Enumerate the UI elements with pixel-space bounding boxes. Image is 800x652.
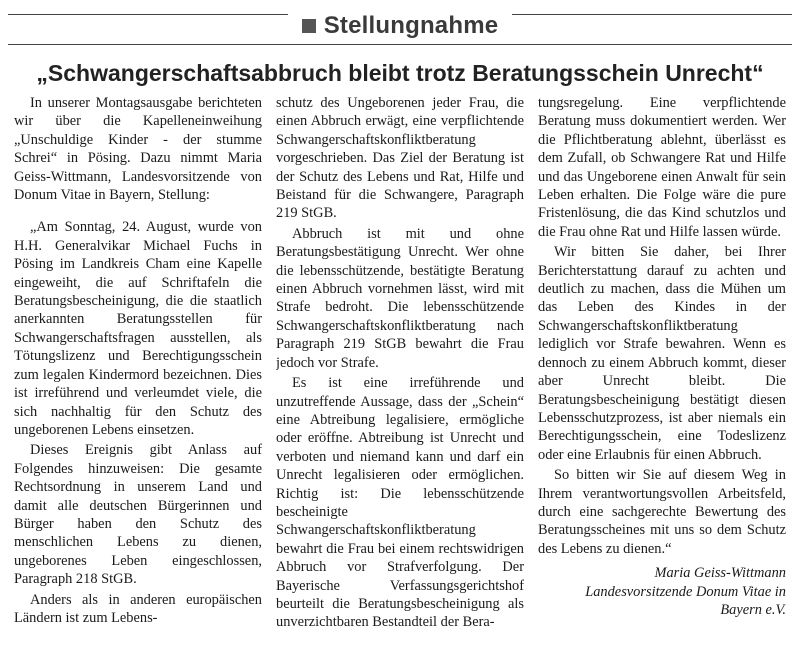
signature [538, 564, 786, 619]
signature-region: Bayern e.V. [720, 601, 786, 618]
column-3 [538, 94, 786, 650]
article-body [14, 94, 786, 650]
section-header [0, 6, 800, 46]
paragraph: tungsregelung. Eine verpflichtende Beratung muss dokumentiert werden. Wer die Pflichtberatung ablehnt, überlässt es dem Zufall, ob Schwangere Rat und Hilfe und das Ungeborene einen Anwalt für sein Leben erhalten. Die Folge wäre die pure Fristenlösung, die das Kind schutzlos und die Frau ohne Rat und Hilfe lassen würde. [538, 95, 786, 240]
paragraph: Abbruch ist mit und ohne Beratungsbestätigung Unrecht. Wer ohne die lebensschützende, bestätigte Beratung einen Abbruch vornehmen lässt, wird mit Strafe bedroht. Die lebensschützende Schwangerschaftskonfliktberatung nach Paragraph 219 StGB bewahrt die Frau jedoch vor Strafe. [276, 225, 524, 371]
paragraph: Wir bitten Sie daher, bei Ihrer Berichterstattung darauf zu achten und deutlich zu machen, dass die Mühen um das Leben des Kindes in der Schwangerschaftskonfliktberatung lediglich vor Strafe bewahren. Wenn es dennoch zu einem Abbruch kommt, dieser aber Unrecht bleibt. Die Beratungsbescheinigung bestätigt diesen Lebensschutzprozess, ist aber niemals ein Berechtigungsschein, eine Todeslizenz oder eine Erlaubnis für einen Abbruch. [538, 244, 786, 463]
signature-role: Landesvorsitzende Donum Vitae in [585, 583, 786, 600]
paragraph: „Am Sonntag, 24. August, wurde von H.H. Generalvikar Michael Fuchs in Pösing im Landkreis Cham eine Kapelle eingeweiht, die auf Schriftafeln die Beratungsbescheinigung, die die staatlich anerkannten Beratungsstellen für Schwangerschaftsfragen ausstellen, als Tötungslizenz und Berechtigungsschein zum legalen Kindermord bezeichnen. Dies ist irreführend und verleumdet viele, die sich nachhaltig für den Schutz des ungeborenen Lebens einsetzen. [14, 219, 262, 438]
paragraph: Dieses Ereignis gibt Anlass auf Folgendes hinzuweisen: Die gesamte Rechtsordnung in unserem Land und damit alle deutschen Bürgerinnen und Bürger haben den Schutz des menschlichen Lebens zu dienen, ungeborenes Leben eingeschlossen, Paragraph 218 StGB. [14, 442, 262, 588]
paragraph: In unserer Montagsausgabe berichteten wir über die Kapelleneinweihung „Unschuldige Kinder - der stumme Schrei“ in Pösing. Dazu nimmt Maria Geiss-Wittmann, Landesvorsitzende von Donum Vitae in Bayern, Stellung: [14, 95, 262, 204]
paragraph: schutz des Ungeborenen jeder Frau, die einen Abbruch erwägt, eine verpflichtende Schwangerschaftskonfliktberatung vorgeschrieben. Das Ziel der Beratung ist der Schutz des Lebens und Rat, Hilfe und Beistand für die Schwangere, Paragraph 219 StGB. [276, 95, 524, 222]
square-icon [302, 19, 316, 33]
column-2 [276, 94, 524, 650]
column-1 [14, 94, 262, 650]
section-header-bar [288, 12, 513, 40]
section-title: Stellungnahme [323, 12, 499, 39]
paragraph: So bitten wir Sie auf diesem Weg in Ihrem verantwortungsvollen Arbeitsfeld, durch eine sachgerechte Bewertung des Beratungsscheines mit uns so dem Schutz des Lebens zu dienen.“ [538, 467, 786, 557]
article-headline: „Schwangerschaftsabbruch bleibt trotz Beratungsschein Unrecht“ [36, 60, 764, 86]
signature-name: Maria Geiss-Wittmann [654, 565, 786, 582]
paragraph: Es ist eine irreführende und unzutreffende Aussage, dass der „Schein“ eine Abtreibung legalisiere, ermögliche oder eröffne. Abtreibung ist Unrecht und verboten und niemand kann und darf ein Unrecht legalisieren oder ermöglichen. Richtig ist: Die lebensschützende bescheinigte Schwangerschaftskonfliktberatung bewahrt die Frau bei einem rechtswidrigen Abbruch vor Strafverfolgung. Der Bayerische Verfassungsgerichtshof beurteilt die Beratungsbescheinigung als unverzichtbaren Bestandteil der Bera- [276, 375, 524, 631]
paragraph: Anders als in anderen europäischen Ländern ist zum Lebens- [14, 591, 262, 626]
